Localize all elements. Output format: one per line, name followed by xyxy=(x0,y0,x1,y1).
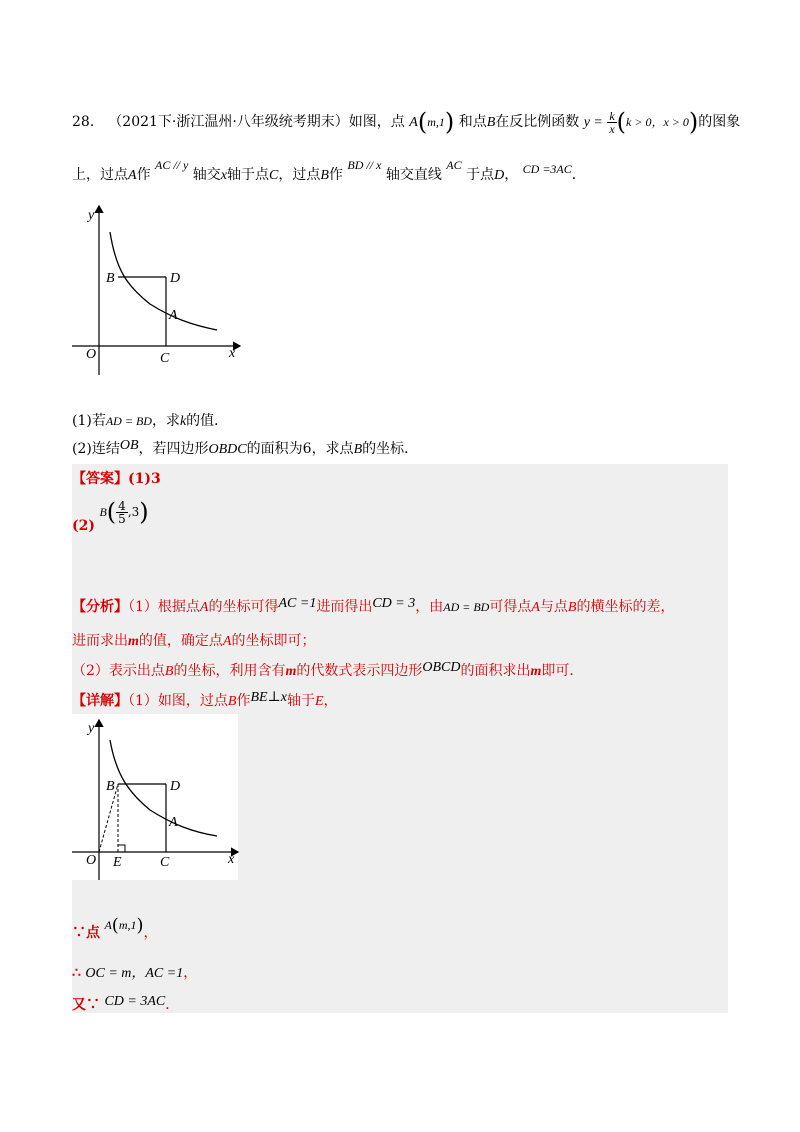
label-a: A xyxy=(169,815,178,830)
point-a-coords: m,1 xyxy=(427,115,445,129)
text: 的代数式表示四边形 xyxy=(296,663,423,679)
segment-ob-dashed xyxy=(99,784,118,852)
problem-number: 28． xyxy=(72,114,104,130)
label-o: O xyxy=(86,347,97,362)
answer-2-num: (2) xyxy=(72,518,95,534)
text: AC =1 xyxy=(278,596,317,611)
ac-label: AC xyxy=(446,158,462,172)
text: C xyxy=(269,168,279,183)
analysis-label: 【分析】 xyxy=(72,599,128,615)
problem-line-1: 28． （2021下·浙江温州·八年级统考期末）如图，点 A(m,1) 和点B在反比例函数 y = $\frac{k}{x}$ (k > 0，x > 0)的图象 xyxy=(72,108,741,136)
fn-prefix: 在反比例函数 xyxy=(495,114,580,130)
text: 可得点 xyxy=(489,599,532,615)
text: 作 xyxy=(236,693,251,709)
text: 的坐标，利用含有 xyxy=(173,663,286,679)
text: AD = BD xyxy=(443,600,490,614)
answer-2-fraction: $\frac{4}{5}$ xyxy=(118,498,126,526)
therefore-line xyxy=(72,962,197,982)
text: （1）如图，过点 xyxy=(128,693,228,709)
problem-line-2 xyxy=(72,158,586,184)
text: ，过点 xyxy=(278,167,321,183)
also-line xyxy=(72,994,179,1014)
text: 进而求出 xyxy=(72,633,128,649)
text: ，求 xyxy=(151,413,180,429)
label-x: x xyxy=(229,346,236,361)
text: 的面积为 xyxy=(246,441,303,457)
text: k xyxy=(179,414,187,429)
ac-parallel-y: AC // y xyxy=(155,158,189,172)
text: A xyxy=(531,600,540,615)
text: B xyxy=(567,600,577,615)
answer-line-1 xyxy=(72,468,161,488)
analysis-line-3 xyxy=(72,660,583,680)
answer-2-rest: ,3 xyxy=(127,505,140,519)
text: 6 xyxy=(302,441,312,457)
fn-condition: k > 0，x > 0 xyxy=(626,115,689,129)
hyperbola-curve xyxy=(110,232,217,330)
label-d: D xyxy=(170,779,181,794)
bd-parallel-x: BD // x xyxy=(347,158,382,172)
label-b: B xyxy=(106,779,115,794)
text: BE⊥x xyxy=(250,690,287,705)
text: 作 xyxy=(328,167,343,183)
label-d: D xyxy=(170,271,181,286)
text: 的坐标可得 xyxy=(208,599,279,615)
label-o: O xyxy=(86,853,97,868)
text: B xyxy=(227,694,237,709)
text: 进而得出 xyxy=(316,599,373,615)
answer-2-b: B xyxy=(99,505,107,519)
analysis-line-2 xyxy=(72,630,315,650)
label-x: x xyxy=(228,852,235,867)
figure-1 xyxy=(72,200,252,380)
text: ，求点 xyxy=(311,441,354,457)
therefore-symbol: ∴ xyxy=(72,965,81,981)
text: A xyxy=(222,634,232,649)
text: ， xyxy=(504,167,519,183)
text: 作 xyxy=(136,167,151,183)
problem-mid-text: 和点 xyxy=(458,114,487,130)
because-symbol: ∵点 xyxy=(72,925,100,941)
point-b-label: B xyxy=(486,115,496,130)
fn-y: y = xyxy=(583,115,603,130)
text: 与点 xyxy=(539,599,568,615)
fn-fraction: $\frac{k}{x}$ xyxy=(609,108,615,136)
text: 上，过点 xyxy=(72,167,128,183)
text: B xyxy=(164,664,174,679)
detail-label: 【详解】 xyxy=(72,693,128,709)
detail-line-1 xyxy=(72,690,338,710)
text: 即可． xyxy=(541,663,584,679)
question-2 xyxy=(72,438,418,458)
text: A xyxy=(199,600,209,615)
text: 轴于点 xyxy=(227,167,270,183)
because-line-1: ∵点 A(m,1)， xyxy=(72,914,158,941)
text: 轴交 xyxy=(192,167,221,183)
text: m xyxy=(285,664,297,679)
answer-label: 【答案】 xyxy=(72,471,128,487)
answer-line-2: (2) B( $\frac{4}{5}$ ,3) xyxy=(72,498,149,534)
text: A xyxy=(104,918,112,932)
problem-end-text: 的图象 xyxy=(698,114,741,130)
label-y: y xyxy=(88,721,95,736)
text: m xyxy=(530,664,542,679)
answer-1: (1)3 xyxy=(128,471,161,487)
text: A xyxy=(128,168,137,183)
text: ． xyxy=(571,167,586,183)
text: 的值． xyxy=(186,413,229,429)
text: (2)连结 xyxy=(72,441,120,457)
text: 轴交直线 xyxy=(385,167,442,183)
text: OBCD xyxy=(422,660,461,675)
label-y: y xyxy=(88,208,95,223)
analysis-line-1 xyxy=(72,596,674,616)
text: (1)若 xyxy=(72,413,106,429)
text: ， xyxy=(323,693,338,709)
text: B xyxy=(353,442,363,457)
text: 的面积求出 xyxy=(460,663,531,679)
text: E xyxy=(314,694,324,709)
text: 的坐标即可； xyxy=(231,633,316,649)
text: x xyxy=(220,168,228,183)
point-a-label: A xyxy=(409,115,418,130)
label-b: B xyxy=(106,271,115,286)
text: OBDC xyxy=(208,442,247,457)
label-a: A xyxy=(169,308,178,323)
label-e: E xyxy=(113,855,122,870)
q2-ob: OB xyxy=(119,438,139,453)
label-c: C xyxy=(160,351,170,366)
text: 轴于 xyxy=(286,693,315,709)
text: m,1 xyxy=(118,918,137,932)
text: CD = 3 xyxy=(372,596,416,611)
text: B xyxy=(320,168,329,183)
text: （2）表示出点 xyxy=(72,663,165,679)
q1-equation: AD = BD xyxy=(105,414,152,428)
text: D xyxy=(494,168,505,183)
cd-equation: CD =3AC xyxy=(522,162,572,176)
figure-2 xyxy=(72,714,240,882)
text: （1）根据点 xyxy=(128,599,200,615)
text: ． xyxy=(165,997,180,1013)
also-symbol: 又∵ xyxy=(72,997,100,1013)
text: 的值，确定点 xyxy=(138,633,223,649)
text: ，由 xyxy=(415,599,444,615)
text: 的横坐标的差， xyxy=(576,599,675,615)
text: ，若四边形 xyxy=(138,441,209,457)
text: 于点 xyxy=(466,167,495,183)
therefore-equation: OC = m，AC =1 xyxy=(85,966,184,981)
label-c: C xyxy=(160,855,170,870)
text: ， xyxy=(183,965,198,981)
question-1 xyxy=(72,410,228,430)
text: 的坐标． xyxy=(362,441,419,457)
right-angle-mark xyxy=(118,845,125,852)
also-equation: CD = 3AC xyxy=(104,994,166,1009)
problem-source: （2021下·浙江温州·八年级统考期末）如图，点 xyxy=(108,114,405,130)
hyperbola-curve xyxy=(110,740,217,836)
text: ， xyxy=(143,925,158,941)
text: m xyxy=(128,634,139,649)
